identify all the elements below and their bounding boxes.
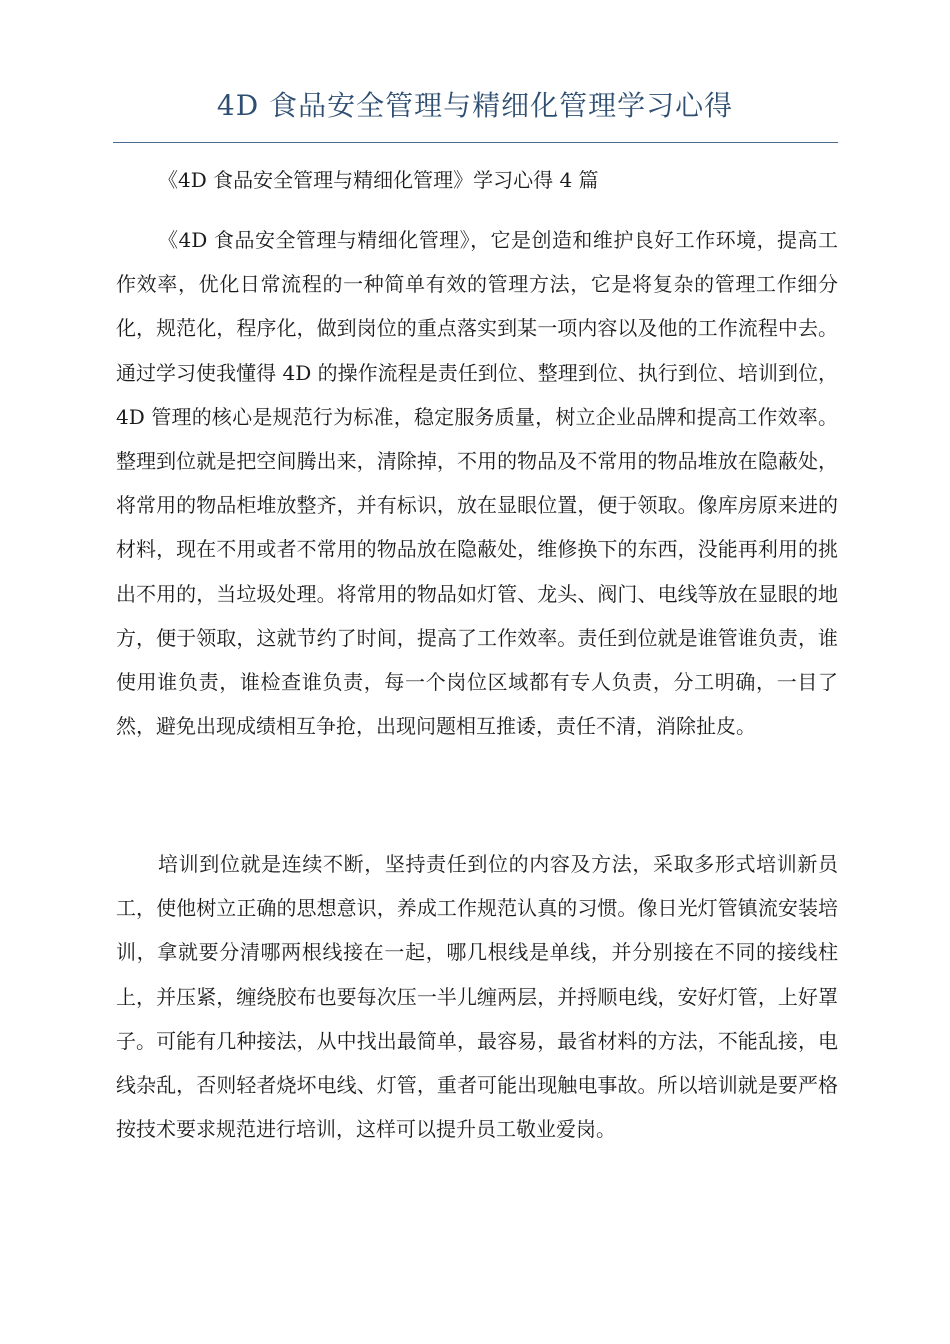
body-paragraph-2: 培训到位就是连续不断，坚持责任到位的内容及方法，采取多形式培训新员工，使他树立正确的思想意识，养成工作规范认真的习惯。像日光灯管镇流安装培训，拿就要分清哪两根线接在一起，哪几根线是单线，并分别接在不同的接线柱上，并压紧，缠绕胶布也要每次压一半儿缠两层，并捋顺电线，安好灯管，上好罩子。可能有几种接法，从中找出最简单，最容易，最省材料的方法，不能乱接，电线杂乱，否则轻者烧坏电线、灯管，重者可能出现触电事故。所以培训就是要严格按技术要求规范进行培训，这样可以提升员工敬业爱岗。 bbox=[116, 852, 838, 1142]
title-divider bbox=[113, 142, 838, 143]
body-paragraph-1: 《4D 食品安全管理与精细化管理》，它是创造和维护良好工作环境，提高工作效率，优化日常流程的一种简单有效的管理方法，它是将复杂的管理工作细分化，规范化，程序化，做到岗位的重点落实到某一项内容以及他的工作流程中去。通过学习使我懂得 4D 的操作流程是责任到位、整理到位、执行到位、培训到位，4D 管理的核心是规范行为标准，稳定服务质量，树立企业品牌和提高工作效率。整理到位就是把空间腾出来，清除掉，不用的物品及不常用的物品堆放在隐蔽处，将常用的物品柜堆放整齐，并有标识，放在显眼位置，便于领取。像库房原来进的材料，现在不用或者不常用的物品放在隐蔽处，维修换下的东西，没能再利用的挑出不用的，当垃圾处理。将常用的物品如灯管、龙头、阀门、电线等放在显眼的地方，便于领取，这就节约了时间，提高了工作效率。责任到位就是谁管谁负责，谁使用谁负责，谁检查谁负责，每一个岗位区域都有专人负责，分工明确，一目了然，避免出现成绩相互争抢，出现问题相互推诿，责任不清，消除扯皮。 bbox=[116, 228, 838, 739]
document-title: 4D 食品安全管理与精细化管理学习心得 bbox=[216, 89, 734, 122]
document-subtitle: 《4D 食品安全管理与精细化管理》学习心得 4 篇 bbox=[158, 168, 599, 192]
